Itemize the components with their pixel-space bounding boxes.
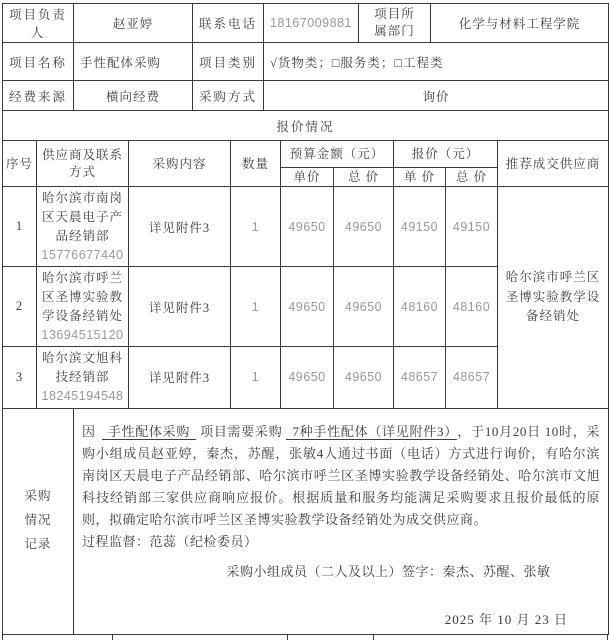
content-2: 详见附件3	[129, 267, 231, 347]
fund-source-value: 横向经费	[74, 81, 193, 111]
quote-section-band	[2, 110, 609, 141]
process-supervisor-line: 过程监督：范蕊（纪检委员）	[82, 533, 258, 549]
col-content: 采购内容	[129, 141, 231, 187]
info-row-3	[3, 81, 609, 111]
col-supplier: 供应商及联系方式	[37, 141, 129, 187]
project-type-value: √货物类；□服务类；□工程类	[264, 43, 609, 81]
budget-unit-1: 49650	[281, 187, 334, 267]
record-p1: 因	[82, 423, 96, 439]
supplier-3-phone: 18245194548	[41, 388, 124, 403]
col-qty: 数量	[231, 141, 281, 187]
qty-2: 1	[231, 267, 281, 347]
project-info-table	[2, 3, 609, 111]
budget-total-1: 49650	[334, 187, 394, 267]
seq-1: 1	[3, 187, 37, 267]
record-p2: 项目需要采购	[200, 423, 283, 439]
supplier-3-name: 哈尔滨文旭科技经销部	[41, 351, 123, 384]
col-quote-total: 总 价	[446, 168, 498, 187]
budget-total-3: 49650	[334, 347, 394, 408]
fund-source-label: 经费来源	[3, 81, 74, 111]
record-label-cell	[3, 408, 74, 634]
record-table	[2, 408, 609, 635]
purchase-method-value: 询价	[264, 81, 609, 111]
seq-3: 3	[3, 347, 37, 408]
budget-unit-2: 49650	[281, 267, 334, 347]
supplier-2	[37, 267, 129, 347]
project-leader-value: 赵亚婷	[74, 4, 193, 43]
quote-total-3: 48657	[446, 347, 498, 408]
qty-3: 1	[231, 347, 281, 408]
record-underline-2: 7种手性配体（详见附件3）	[286, 424, 457, 440]
supplier-row-1	[3, 187, 609, 267]
qty-1: 1	[231, 187, 281, 267]
content-3: 详见附件3	[129, 347, 231, 408]
col-quote: 报价（元）	[394, 141, 498, 168]
info-row-1	[3, 4, 609, 43]
supplier-2-name: 哈尔滨市呼兰区圣博实验教学设备经销处	[41, 271, 123, 323]
record-paragraph	[82, 421, 600, 531]
col-quote-unit: 单 价	[394, 168, 446, 187]
col-budget-total: 总 价	[334, 168, 394, 187]
supplier-1-name: 哈尔滨市南岗区天晨电子产品经销部	[41, 191, 123, 243]
department-value: 化学与材料工程学院	[431, 4, 609, 43]
project-type-label: 项目类别	[193, 43, 264, 81]
info-row-2	[3, 43, 609, 81]
record-p3: ，于10月20日 10时，采购小组成员赵亚婷，秦杰，苏醒，张敏4人通过书面（电话）方式进行询价，有哈尔滨南岗区天晨电子产品经销部、哈尔滨市呼兰区圣博实验教学设备经销处、哈尔滨市文旭科技经销部三家供应商响应报价。根据质量和服务均能满足采购要求且报价最低的原则，拟确定哈尔滨市呼兰区圣博实验教学设备经销处为成交供应商。	[82, 423, 600, 527]
record-underline-1: 手性配体采购	[102, 424, 196, 440]
supplier-3	[37, 347, 129, 408]
contact-phone-label: 联系电话	[193, 4, 264, 43]
col-budget: 预算金额（元）	[281, 141, 394, 168]
recommended-supplier: 哈尔滨市呼兰区圣博实验教学设备经销处	[498, 187, 609, 408]
col-seq: 序号	[3, 141, 37, 187]
supplier-1-phone: 15776677440	[41, 247, 124, 262]
project-name-value: 手性配体采购	[74, 43, 193, 81]
project-leader-label: 项目负责人	[3, 4, 74, 43]
record-label: 采购情况记录	[24, 489, 52, 551]
date-line: 2025 年 10 月 23 日	[444, 611, 568, 627]
quote-total-1: 49150	[446, 187, 498, 267]
stub-divider	[373, 635, 374, 640]
stub-divider	[112, 635, 113, 640]
project-name-label: 项目名称	[3, 43, 74, 81]
record-content-cell	[74, 408, 609, 634]
quote-unit-2: 48160	[394, 267, 446, 347]
quote-unit-3: 48657	[394, 347, 446, 408]
quote-unit-1: 49150	[394, 187, 446, 267]
cutoff-next-row	[2, 635, 608, 640]
quote-section-title: 报价情况	[3, 111, 609, 141]
budget-total-2: 49650	[334, 267, 394, 347]
department-label: 项目所属部门	[359, 4, 431, 43]
content-1: 详见附件3	[129, 187, 231, 267]
stub-divider	[607, 635, 608, 640]
col-recommend: 推荐成交供应商	[498, 141, 609, 187]
supplier-2-phone: 13694515120	[41, 327, 124, 342]
col-budget-unit: 单价	[281, 168, 334, 187]
stub-divider	[2, 635, 3, 640]
budget-unit-3: 49650	[281, 347, 334, 408]
quote-header-row-1	[3, 141, 609, 168]
purchase-method-label: 采购方式	[193, 81, 264, 111]
quote-table	[2, 140, 609, 409]
stub-divider	[287, 635, 288, 640]
seq-2: 2	[3, 267, 37, 347]
contact-phone-value: 18167009881	[264, 4, 359, 43]
signature-line: 采购小组成员（二人及以上）签字：秦杰、苏醒、张敏	[226, 563, 551, 579]
quote-total-2: 48160	[446, 267, 498, 347]
supplier-1	[37, 187, 129, 267]
